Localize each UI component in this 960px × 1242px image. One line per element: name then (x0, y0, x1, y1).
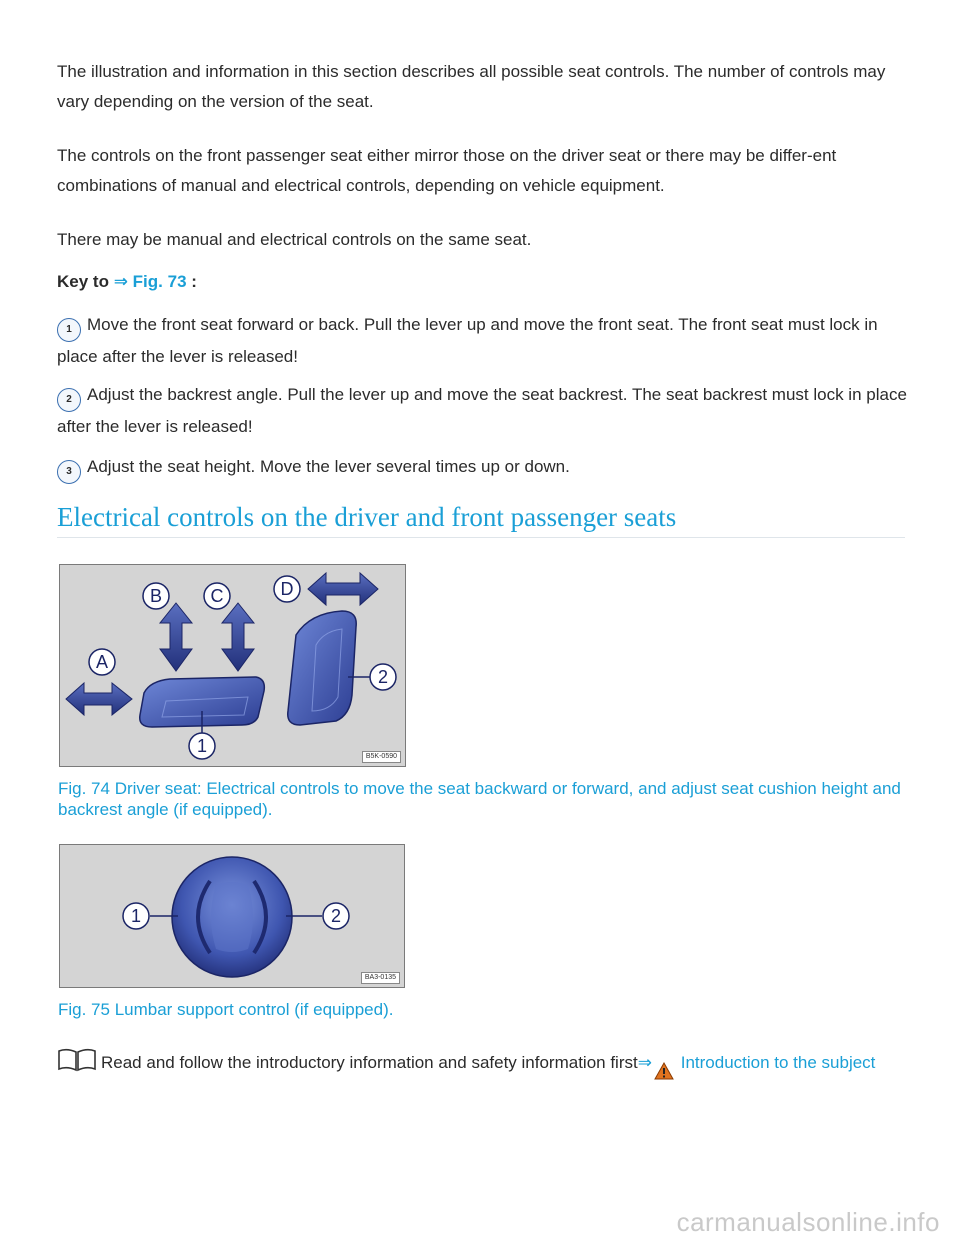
key-prefix: Key to (57, 272, 109, 291)
label-c: C (210, 586, 224, 606)
callout-1 (189, 733, 215, 759)
arrow-forward-back-icon (66, 683, 132, 715)
callout-2 (370, 664, 396, 690)
intro-note (57, 1047, 907, 1090)
callout-b (143, 583, 169, 609)
backrest-switch-icon (288, 611, 356, 725)
key-line (57, 267, 907, 297)
label-1: 1 (196, 736, 208, 756)
label-1: 1 (130, 906, 142, 926)
label-d: D (280, 579, 294, 599)
number-badge: 1 (57, 318, 81, 342)
list-item (57, 452, 907, 484)
watermark: carmanualsonline.info (676, 1207, 940, 1237)
figure-75-illustration (59, 844, 405, 988)
fig73-link[interactable]: ⇒ Fig. 73 (113, 272, 187, 291)
figure-75-caption: Fig. 75 Lumbar support control (if equipped). (58, 1000, 394, 1019)
figure-code: BA3-0135 (361, 972, 400, 984)
list-item-text: Move the front seat forward or back. Pull the lever up and move the front seat. The front seat must lock in place after the lever is released! (57, 315, 878, 366)
paragraph-manual-electrical: There may be manual and electrical controls on the same seat. (57, 230, 532, 249)
figure-code: B5K-0590 (362, 751, 401, 763)
list-item-text: Adjust the backrest angle. Pull the lever up and move the seat backrest. The seat backrest must lock in place after the lever is released! (57, 385, 907, 436)
arrow-cushion-height-icon (160, 603, 192, 671)
number-badge: 2 (57, 388, 81, 412)
warning-triangle-icon (654, 1059, 674, 1090)
intro-text: Read and follow the introductory information and safety information first (101, 1053, 638, 1072)
label-b: B (149, 586, 163, 606)
label-2: 2 (377, 667, 389, 687)
section-heading: Electrical controls on the driver and front passenger seats (57, 502, 905, 538)
arrow-backrest-icon (308, 573, 378, 605)
seat-controls-diagram (60, 565, 405, 766)
callout-c (204, 583, 230, 609)
figure-74-illustration (59, 564, 406, 767)
lumbar-knob-icon (172, 857, 292, 977)
callout-a (89, 649, 115, 675)
key-suffix: : (191, 272, 197, 291)
list-item-text: Adjust the seat height. Move the lever several times up or down. (87, 457, 570, 476)
introduction-link[interactable]: Introduction to the subject (680, 1053, 876, 1072)
book-icon (57, 1048, 97, 1082)
callout-1 (123, 903, 149, 929)
callout-d (274, 576, 300, 602)
label-a: A (95, 652, 109, 672)
list-item (57, 310, 907, 372)
arrow-cushion-tilt-icon (222, 603, 254, 671)
number-badge: 3 (57, 460, 81, 484)
paragraph-passenger-controls: The controls on the front passenger seat either mirror those on the driver seat or there may be differ-ent combinations of manual and electrical controls, depending on vehicle equipment. (57, 146, 837, 195)
label-2: 2 (330, 906, 342, 926)
lumbar-control-diagram (60, 845, 404, 987)
list-item (57, 380, 907, 442)
figure-74-caption: Fig. 74 Driver seat: Electrical controls to move the seat backward or forward, and adjust seat cushion height and backrest angle (if equipped). (58, 779, 901, 819)
paragraph-seat-controls: The illustration and information in this section describes all possible seat controls. The number of controls may vary depending on the version of the seat. (57, 62, 886, 111)
intro-arrow[interactable]: ⇒ (637, 1053, 652, 1072)
callout-2 (323, 903, 349, 929)
